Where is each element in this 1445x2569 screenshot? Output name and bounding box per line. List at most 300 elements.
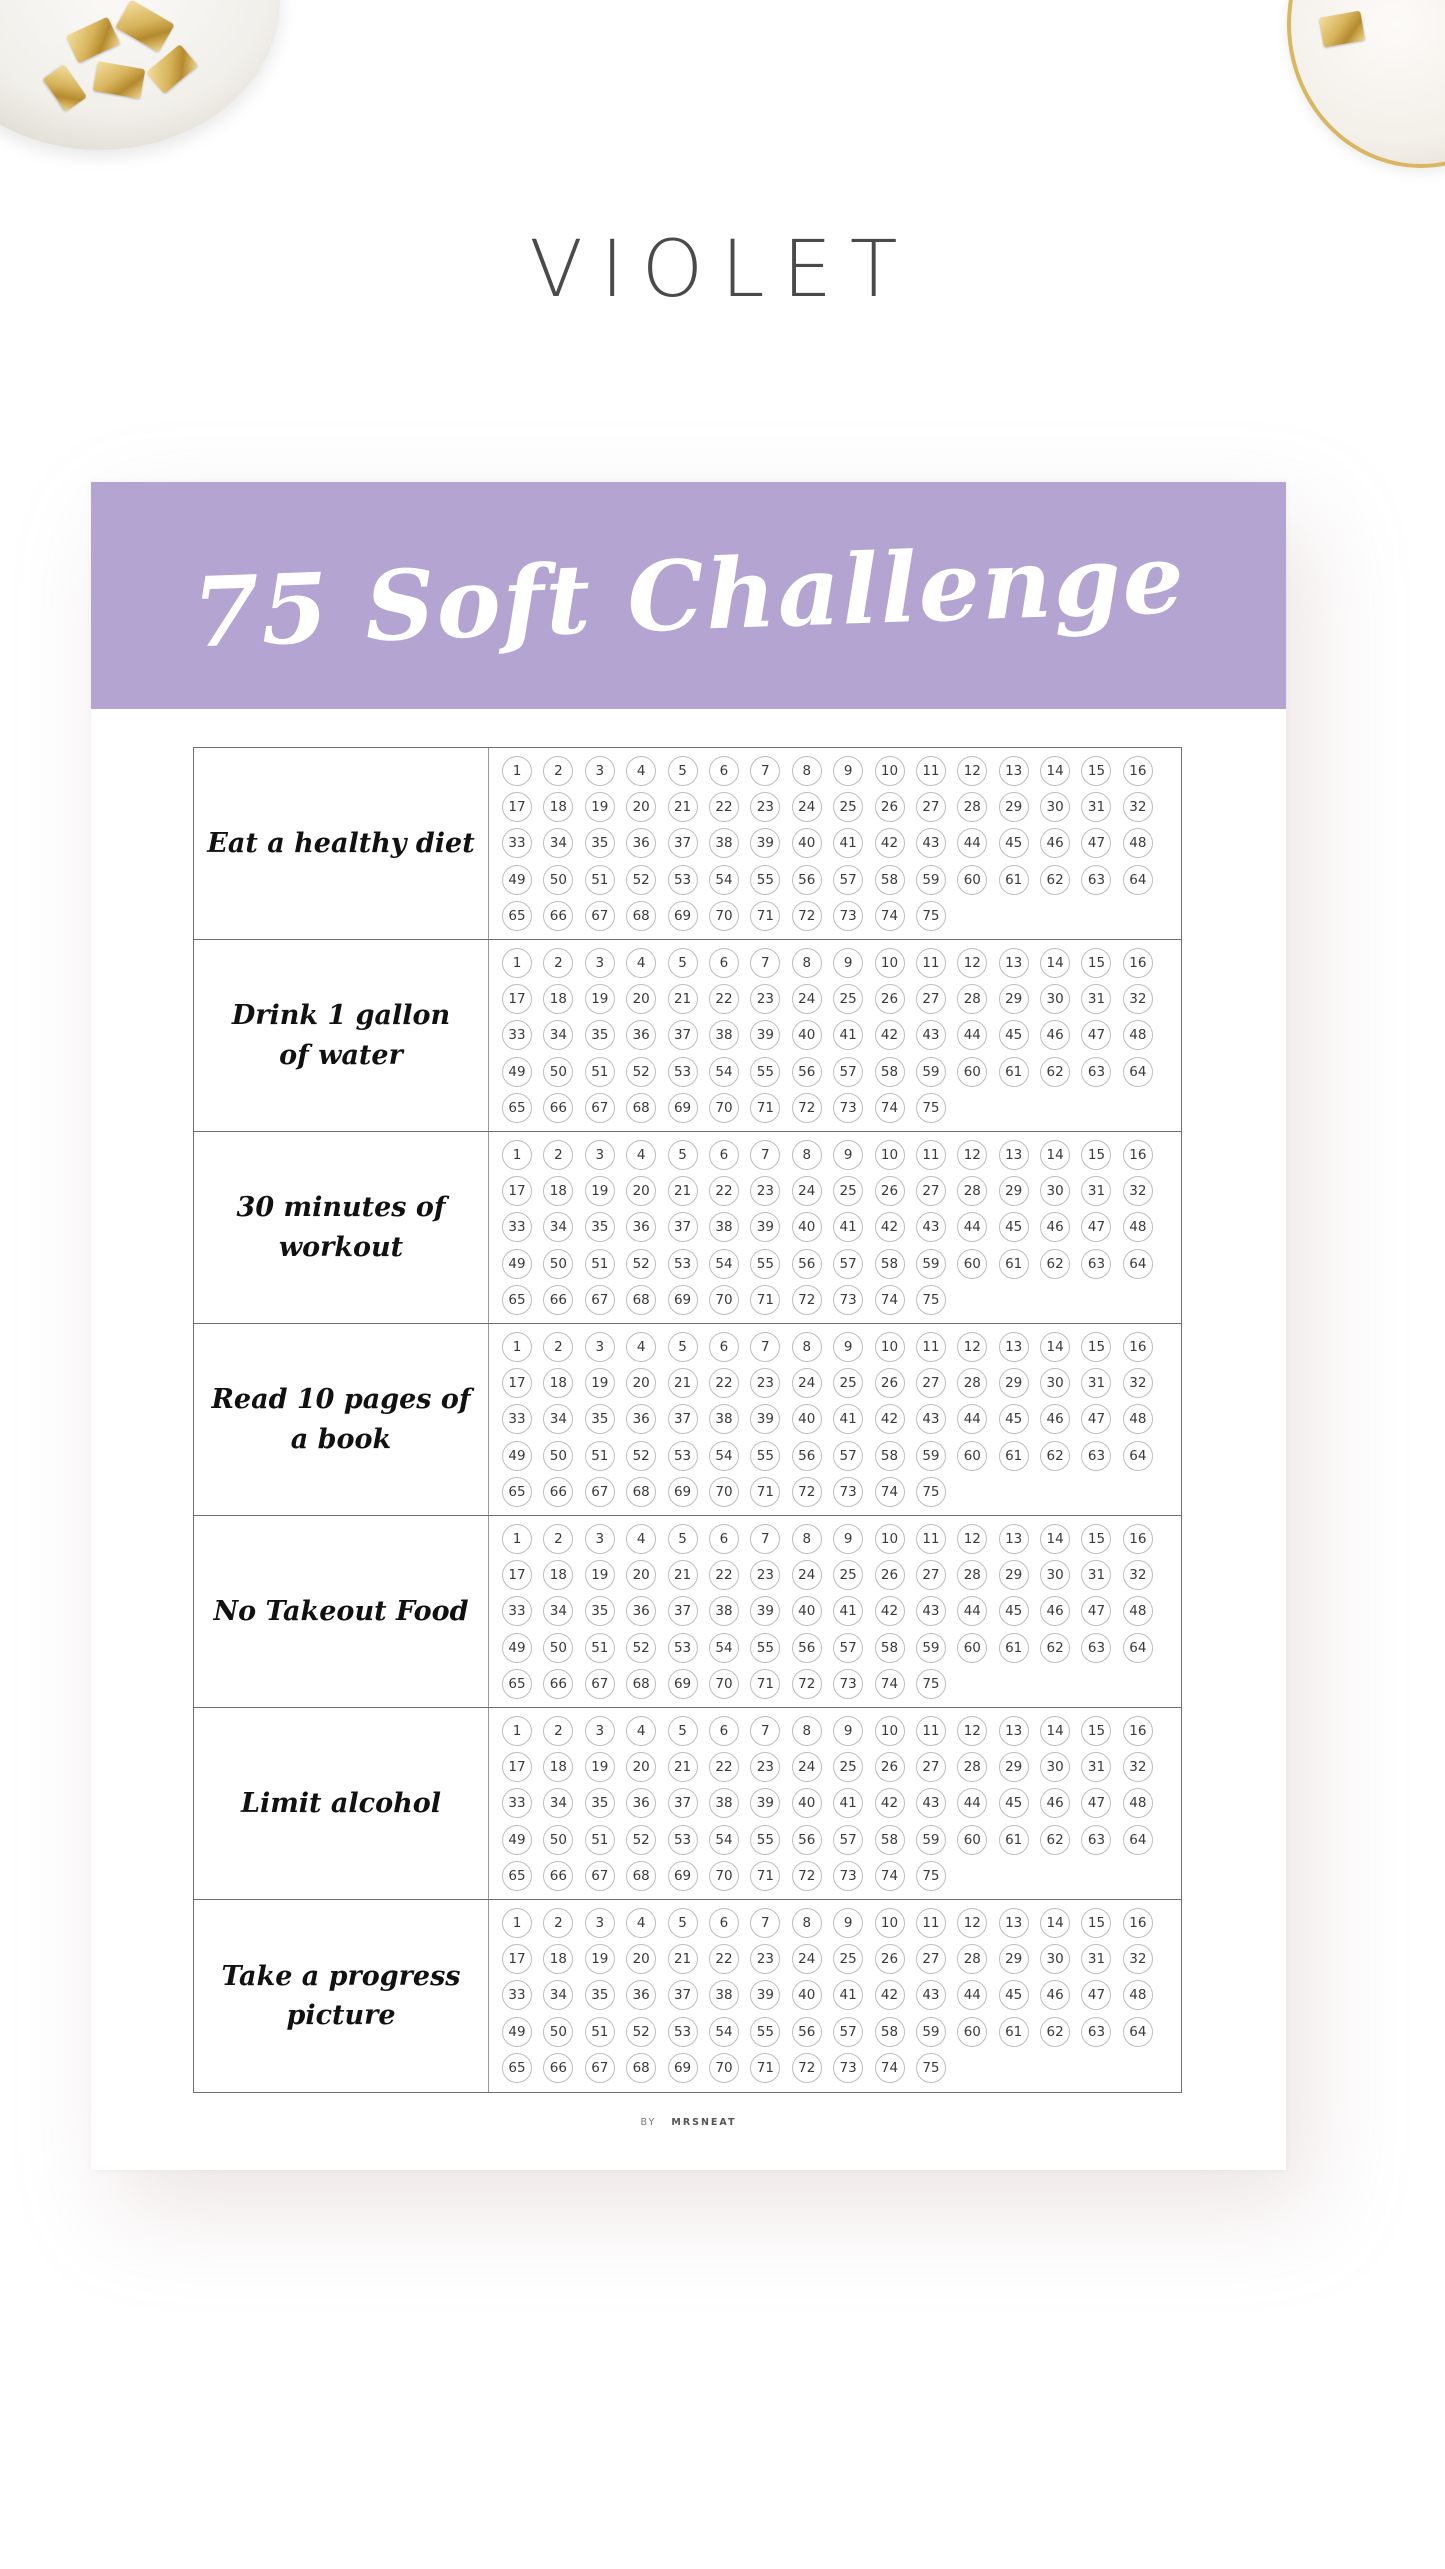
day-checkbox[interactable]: 49 (502, 865, 532, 895)
day-checkbox[interactable]: 2 (543, 1140, 573, 1170)
day-checkbox[interactable]: 58 (875, 865, 905, 895)
day-checkbox[interactable]: 56 (792, 865, 822, 895)
day-checkbox[interactable]: 69 (668, 1285, 698, 1315)
day-checkbox[interactable]: 50 (543, 2017, 573, 2047)
day-checkbox[interactable]: 13 (999, 756, 1029, 786)
day-checkbox[interactable]: 4 (626, 1140, 656, 1170)
day-checkbox[interactable]: 73 (833, 2053, 863, 2083)
day-checkbox[interactable]: 67 (585, 1477, 615, 1507)
day-checkbox[interactable]: 71 (750, 1861, 780, 1891)
day-checkbox[interactable]: 35 (585, 1212, 615, 1242)
day-checkbox[interactable]: 3 (585, 1140, 615, 1170)
day-checkbox[interactable]: 20 (626, 1560, 656, 1590)
day-checkbox[interactable]: 67 (585, 1093, 615, 1123)
day-checkbox[interactable]: 62 (1040, 865, 1070, 895)
day-checkbox[interactable]: 7 (750, 1332, 780, 1362)
day-checkbox[interactable]: 59 (916, 1441, 946, 1471)
day-checkbox[interactable]: 32 (1123, 1368, 1153, 1398)
day-checkbox[interactable]: 73 (833, 1477, 863, 1507)
day-checkbox[interactable]: 31 (1081, 984, 1111, 1014)
day-checkbox[interactable]: 14 (1040, 1524, 1070, 1554)
day-checkbox[interactable]: 68 (626, 1669, 656, 1699)
day-checkbox[interactable]: 57 (833, 2017, 863, 2047)
day-checkbox[interactable]: 75 (916, 1285, 946, 1315)
day-checkbox[interactable]: 42 (875, 828, 905, 858)
day-checkbox[interactable]: 66 (543, 1669, 573, 1699)
day-checkbox[interactable]: 69 (668, 1861, 698, 1891)
day-checkbox[interactable]: 57 (833, 865, 863, 895)
day-checkbox[interactable]: 46 (1040, 1788, 1070, 1818)
day-checkbox[interactable]: 69 (668, 2053, 698, 2083)
day-checkbox[interactable]: 47 (1081, 828, 1111, 858)
day-checkbox[interactable]: 48 (1123, 1404, 1153, 1434)
day-checkbox[interactable]: 47 (1081, 1404, 1111, 1434)
day-checkbox[interactable]: 9 (833, 1524, 863, 1554)
day-checkbox[interactable]: 57 (833, 1633, 863, 1663)
day-checkbox[interactable]: 2 (543, 948, 573, 978)
day-checkbox[interactable]: 63 (1081, 1441, 1111, 1471)
day-checkbox[interactable]: 39 (750, 828, 780, 858)
day-checkbox[interactable]: 66 (543, 1093, 573, 1123)
day-checkbox[interactable]: 55 (750, 1825, 780, 1855)
day-checkbox[interactable]: 74 (875, 901, 905, 931)
day-checkbox[interactable]: 18 (543, 1176, 573, 1206)
day-checkbox[interactable]: 62 (1040, 1825, 1070, 1855)
day-checkbox[interactable]: 38 (709, 1404, 739, 1434)
day-checkbox[interactable]: 48 (1123, 1020, 1153, 1050)
day-checkbox[interactable]: 42 (875, 1980, 905, 2010)
day-checkbox[interactable]: 25 (833, 1560, 863, 1590)
day-checkbox[interactable]: 59 (916, 2017, 946, 2047)
day-checkbox[interactable]: 16 (1123, 1140, 1153, 1170)
day-checkbox[interactable]: 63 (1081, 1633, 1111, 1663)
day-checkbox[interactable]: 12 (957, 756, 987, 786)
day-checkbox[interactable]: 32 (1123, 1176, 1153, 1206)
day-checkbox[interactable]: 70 (709, 1669, 739, 1699)
day-checkbox[interactable]: 53 (668, 2017, 698, 2047)
day-checkbox[interactable]: 67 (585, 1861, 615, 1891)
day-checkbox[interactable]: 14 (1040, 1332, 1070, 1362)
day-checkbox[interactable]: 30 (1040, 984, 1070, 1014)
day-checkbox[interactable]: 46 (1040, 1212, 1070, 1242)
day-checkbox[interactable]: 19 (585, 1752, 615, 1782)
day-checkbox[interactable]: 54 (709, 1249, 739, 1279)
day-checkbox[interactable]: 51 (585, 1825, 615, 1855)
day-checkbox[interactable]: 28 (957, 1944, 987, 1974)
day-checkbox[interactable]: 53 (668, 1249, 698, 1279)
day-checkbox[interactable]: 67 (585, 1669, 615, 1699)
day-checkbox[interactable]: 27 (916, 1560, 946, 1590)
day-checkbox[interactable]: 40 (792, 1404, 822, 1434)
day-checkbox[interactable]: 29 (999, 1560, 1029, 1590)
day-checkbox[interactable]: 72 (792, 1861, 822, 1891)
day-checkbox[interactable]: 37 (668, 1212, 698, 1242)
day-checkbox[interactable]: 48 (1123, 1788, 1153, 1818)
day-checkbox[interactable]: 68 (626, 1285, 656, 1315)
day-checkbox[interactable]: 29 (999, 1752, 1029, 1782)
day-checkbox[interactable]: 18 (543, 1944, 573, 1974)
day-checkbox[interactable]: 45 (999, 1788, 1029, 1818)
day-checkbox[interactable]: 58 (875, 2017, 905, 2047)
day-checkbox[interactable]: 72 (792, 1285, 822, 1315)
day-checkbox[interactable]: 23 (750, 1560, 780, 1590)
day-checkbox[interactable]: 43 (916, 1596, 946, 1626)
day-checkbox[interactable]: 29 (999, 1176, 1029, 1206)
day-checkbox[interactable]: 42 (875, 1212, 905, 1242)
day-checkbox[interactable]: 38 (709, 1020, 739, 1050)
day-checkbox[interactable]: 61 (999, 2017, 1029, 2047)
day-checkbox[interactable]: 44 (957, 1020, 987, 1050)
day-checkbox[interactable]: 20 (626, 984, 656, 1014)
day-checkbox[interactable]: 73 (833, 1285, 863, 1315)
day-checkbox[interactable]: 7 (750, 1908, 780, 1938)
day-checkbox[interactable]: 15 (1081, 1524, 1111, 1554)
day-checkbox[interactable]: 69 (668, 1477, 698, 1507)
day-checkbox[interactable]: 26 (875, 1752, 905, 1782)
day-checkbox[interactable]: 28 (957, 984, 987, 1014)
day-checkbox[interactable]: 49 (502, 1825, 532, 1855)
day-checkbox[interactable]: 22 (709, 1368, 739, 1398)
day-checkbox[interactable]: 42 (875, 1596, 905, 1626)
day-checkbox[interactable]: 15 (1081, 948, 1111, 978)
day-checkbox[interactable]: 17 (502, 1368, 532, 1398)
day-checkbox[interactable]: 52 (626, 1825, 656, 1855)
day-checkbox[interactable]: 59 (916, 1057, 946, 1087)
day-checkbox[interactable]: 25 (833, 1176, 863, 1206)
day-checkbox[interactable]: 24 (792, 984, 822, 1014)
day-checkbox[interactable]: 20 (626, 1752, 656, 1782)
day-checkbox[interactable]: 45 (999, 1980, 1029, 2010)
day-checkbox[interactable]: 25 (833, 984, 863, 1014)
day-checkbox[interactable]: 12 (957, 1908, 987, 1938)
day-checkbox[interactable]: 11 (916, 1332, 946, 1362)
day-checkbox[interactable]: 41 (833, 1212, 863, 1242)
day-checkbox[interactable]: 64 (1123, 2017, 1153, 2047)
day-checkbox[interactable]: 27 (916, 1176, 946, 1206)
day-checkbox[interactable]: 54 (709, 1441, 739, 1471)
day-checkbox[interactable]: 75 (916, 2053, 946, 2083)
day-checkbox[interactable]: 69 (668, 1093, 698, 1123)
day-checkbox[interactable]: 25 (833, 792, 863, 822)
day-checkbox[interactable]: 12 (957, 1332, 987, 1362)
day-checkbox[interactable]: 46 (1040, 1980, 1070, 2010)
day-checkbox[interactable]: 43 (916, 1020, 946, 1050)
day-checkbox[interactable]: 23 (750, 1176, 780, 1206)
day-checkbox[interactable]: 9 (833, 1140, 863, 1170)
day-checkbox[interactable]: 40 (792, 1020, 822, 1050)
day-checkbox[interactable]: 27 (916, 1944, 946, 1974)
day-checkbox[interactable]: 41 (833, 1020, 863, 1050)
day-checkbox[interactable]: 47 (1081, 1020, 1111, 1050)
day-checkbox[interactable]: 70 (709, 1093, 739, 1123)
day-checkbox[interactable]: 9 (833, 1908, 863, 1938)
day-checkbox[interactable]: 23 (750, 792, 780, 822)
day-checkbox[interactable]: 57 (833, 1249, 863, 1279)
day-checkbox[interactable]: 10 (875, 1140, 905, 1170)
day-checkbox[interactable]: 52 (626, 865, 656, 895)
day-checkbox[interactable]: 19 (585, 792, 615, 822)
day-checkbox[interactable]: 22 (709, 1752, 739, 1782)
day-checkbox[interactable]: 52 (626, 1441, 656, 1471)
day-checkbox[interactable]: 14 (1040, 1716, 1070, 1746)
day-checkbox[interactable]: 65 (502, 2053, 532, 2083)
day-checkbox[interactable]: 40 (792, 1596, 822, 1626)
day-checkbox[interactable]: 65 (502, 1285, 532, 1315)
day-checkbox[interactable]: 42 (875, 1020, 905, 1050)
day-checkbox[interactable]: 39 (750, 1020, 780, 1050)
day-checkbox[interactable]: 6 (709, 948, 739, 978)
day-checkbox[interactable]: 56 (792, 2017, 822, 2047)
day-checkbox[interactable]: 20 (626, 1944, 656, 1974)
day-checkbox[interactable]: 1 (502, 1332, 532, 1362)
day-checkbox[interactable]: 49 (502, 1249, 532, 1279)
day-checkbox[interactable]: 19 (585, 1944, 615, 1974)
day-checkbox[interactable]: 14 (1040, 1908, 1070, 1938)
day-checkbox[interactable]: 59 (916, 1249, 946, 1279)
day-checkbox[interactable]: 10 (875, 1332, 905, 1362)
day-checkbox[interactable]: 41 (833, 1980, 863, 2010)
day-checkbox[interactable]: 10 (875, 1716, 905, 1746)
day-checkbox[interactable]: 40 (792, 1980, 822, 2010)
day-checkbox[interactable]: 64 (1123, 1633, 1153, 1663)
day-checkbox[interactable]: 24 (792, 1560, 822, 1590)
day-checkbox[interactable]: 45 (999, 1596, 1029, 1626)
day-checkbox[interactable]: 53 (668, 1057, 698, 1087)
day-checkbox[interactable]: 7 (750, 1716, 780, 1746)
day-checkbox[interactable]: 74 (875, 1285, 905, 1315)
day-checkbox[interactable]: 7 (750, 1140, 780, 1170)
day-checkbox[interactable]: 39 (750, 1404, 780, 1434)
day-checkbox[interactable]: 13 (999, 1716, 1029, 1746)
day-checkbox[interactable]: 5 (668, 1524, 698, 1554)
day-checkbox[interactable]: 71 (750, 1477, 780, 1507)
day-checkbox[interactable]: 55 (750, 1633, 780, 1663)
day-checkbox[interactable]: 3 (585, 1716, 615, 1746)
day-checkbox[interactable]: 74 (875, 1861, 905, 1891)
day-checkbox[interactable]: 33 (502, 1404, 532, 1434)
day-checkbox[interactable]: 44 (957, 1596, 987, 1626)
day-checkbox[interactable]: 72 (792, 1093, 822, 1123)
day-checkbox[interactable]: 18 (543, 1752, 573, 1782)
day-checkbox[interactable]: 68 (626, 901, 656, 931)
day-checkbox[interactable]: 2 (543, 1716, 573, 1746)
day-checkbox[interactable]: 23 (750, 1752, 780, 1782)
day-checkbox[interactable]: 61 (999, 1249, 1029, 1279)
day-checkbox[interactable]: 70 (709, 2053, 739, 2083)
day-checkbox[interactable]: 21 (668, 792, 698, 822)
day-checkbox[interactable]: 5 (668, 1332, 698, 1362)
day-checkbox[interactable]: 34 (543, 1980, 573, 2010)
day-checkbox[interactable]: 58 (875, 1249, 905, 1279)
day-checkbox[interactable]: 53 (668, 1633, 698, 1663)
day-checkbox[interactable]: 13 (999, 1332, 1029, 1362)
day-checkbox[interactable]: 60 (957, 1057, 987, 1087)
day-checkbox[interactable]: 18 (543, 984, 573, 1014)
day-checkbox[interactable]: 7 (750, 1524, 780, 1554)
day-checkbox[interactable]: 49 (502, 2017, 532, 2047)
day-checkbox[interactable]: 61 (999, 1441, 1029, 1471)
day-checkbox[interactable]: 74 (875, 1093, 905, 1123)
day-checkbox[interactable]: 41 (833, 1404, 863, 1434)
day-checkbox[interactable]: 16 (1123, 1524, 1153, 1554)
day-checkbox[interactable]: 73 (833, 1861, 863, 1891)
day-checkbox[interactable]: 70 (709, 1285, 739, 1315)
day-checkbox[interactable]: 25 (833, 1752, 863, 1782)
day-checkbox[interactable]: 8 (792, 948, 822, 978)
day-checkbox[interactable]: 55 (750, 2017, 780, 2047)
day-checkbox[interactable]: 66 (543, 1477, 573, 1507)
day-checkbox[interactable]: 11 (916, 756, 946, 786)
day-checkbox[interactable]: 5 (668, 1140, 698, 1170)
day-checkbox[interactable]: 8 (792, 1332, 822, 1362)
day-checkbox[interactable]: 17 (502, 1176, 532, 1206)
day-checkbox[interactable]: 21 (668, 984, 698, 1014)
day-checkbox[interactable]: 62 (1040, 1249, 1070, 1279)
day-checkbox[interactable]: 36 (626, 1788, 656, 1818)
day-checkbox[interactable]: 33 (502, 1596, 532, 1626)
day-checkbox[interactable]: 32 (1123, 1752, 1153, 1782)
day-checkbox[interactable]: 37 (668, 1980, 698, 2010)
day-checkbox[interactable]: 63 (1081, 865, 1111, 895)
day-checkbox[interactable]: 33 (502, 828, 532, 858)
day-checkbox[interactable]: 53 (668, 865, 698, 895)
day-checkbox[interactable]: 61 (999, 865, 1029, 895)
day-checkbox[interactable]: 20 (626, 792, 656, 822)
day-checkbox[interactable]: 13 (999, 948, 1029, 978)
day-checkbox[interactable]: 28 (957, 1560, 987, 1590)
day-checkbox[interactable]: 4 (626, 948, 656, 978)
day-checkbox[interactable]: 65 (502, 1093, 532, 1123)
day-checkbox[interactable]: 35 (585, 1404, 615, 1434)
day-checkbox[interactable]: 30 (1040, 1176, 1070, 1206)
day-checkbox[interactable]: 34 (543, 828, 573, 858)
day-checkbox[interactable]: 31 (1081, 1752, 1111, 1782)
day-checkbox[interactable]: 30 (1040, 1368, 1070, 1398)
day-checkbox[interactable]: 57 (833, 1441, 863, 1471)
day-checkbox[interactable]: 46 (1040, 1020, 1070, 1050)
day-checkbox[interactable]: 54 (709, 1633, 739, 1663)
day-checkbox[interactable]: 49 (502, 1633, 532, 1663)
day-checkbox[interactable]: 39 (750, 1980, 780, 2010)
day-checkbox[interactable]: 23 (750, 1368, 780, 1398)
day-checkbox[interactable]: 36 (626, 1212, 656, 1242)
day-checkbox[interactable]: 25 (833, 1368, 863, 1398)
day-checkbox[interactable]: 64 (1123, 1057, 1153, 1087)
day-checkbox[interactable]: 9 (833, 756, 863, 786)
day-checkbox[interactable]: 65 (502, 1861, 532, 1891)
day-checkbox[interactable]: 55 (750, 865, 780, 895)
day-checkbox[interactable]: 42 (875, 1788, 905, 1818)
day-checkbox[interactable]: 64 (1123, 1249, 1153, 1279)
day-checkbox[interactable]: 46 (1040, 1404, 1070, 1434)
day-checkbox[interactable]: 31 (1081, 1944, 1111, 1974)
day-checkbox[interactable]: 43 (916, 1212, 946, 1242)
day-checkbox[interactable]: 15 (1081, 1716, 1111, 1746)
day-checkbox[interactable]: 14 (1040, 948, 1070, 978)
day-checkbox[interactable]: 21 (668, 1944, 698, 1974)
day-checkbox[interactable]: 48 (1123, 1596, 1153, 1626)
day-checkbox[interactable]: 13 (999, 1524, 1029, 1554)
day-checkbox[interactable]: 36 (626, 1020, 656, 1050)
day-checkbox[interactable]: 35 (585, 828, 615, 858)
day-checkbox[interactable]: 10 (875, 948, 905, 978)
day-checkbox[interactable]: 35 (585, 1020, 615, 1050)
day-checkbox[interactable]: 69 (668, 1669, 698, 1699)
day-checkbox[interactable]: 55 (750, 1249, 780, 1279)
day-checkbox[interactable]: 24 (792, 1944, 822, 1974)
day-checkbox[interactable]: 19 (585, 1368, 615, 1398)
day-checkbox[interactable]: 55 (750, 1441, 780, 1471)
day-checkbox[interactable]: 37 (668, 828, 698, 858)
day-checkbox[interactable]: 1 (502, 1716, 532, 1746)
day-checkbox[interactable]: 16 (1123, 1716, 1153, 1746)
day-checkbox[interactable]: 65 (502, 901, 532, 931)
day-checkbox[interactable]: 8 (792, 1716, 822, 1746)
day-checkbox[interactable]: 64 (1123, 865, 1153, 895)
day-checkbox[interactable]: 6 (709, 1140, 739, 1170)
day-checkbox[interactable]: 4 (626, 1908, 656, 1938)
day-checkbox[interactable]: 27 (916, 1368, 946, 1398)
day-checkbox[interactable]: 37 (668, 1596, 698, 1626)
day-checkbox[interactable]: 51 (585, 865, 615, 895)
day-checkbox[interactable]: 31 (1081, 1368, 1111, 1398)
day-checkbox[interactable]: 62 (1040, 1633, 1070, 1663)
day-checkbox[interactable]: 26 (875, 984, 905, 1014)
day-checkbox[interactable]: 72 (792, 1477, 822, 1507)
day-checkbox[interactable]: 39 (750, 1596, 780, 1626)
day-checkbox[interactable]: 50 (543, 1057, 573, 1087)
day-checkbox[interactable]: 15 (1081, 756, 1111, 786)
day-checkbox[interactable]: 38 (709, 1212, 739, 1242)
day-checkbox[interactable]: 2 (543, 756, 573, 786)
day-checkbox[interactable]: 12 (957, 1716, 987, 1746)
day-checkbox[interactable]: 66 (543, 2053, 573, 2083)
day-checkbox[interactable]: 48 (1123, 1212, 1153, 1242)
day-checkbox[interactable]: 11 (916, 1716, 946, 1746)
day-checkbox[interactable]: 15 (1081, 1332, 1111, 1362)
day-checkbox[interactable]: 70 (709, 1861, 739, 1891)
day-checkbox[interactable]: 58 (875, 1825, 905, 1855)
day-checkbox[interactable]: 66 (543, 901, 573, 931)
day-checkbox[interactable]: 26 (875, 1560, 905, 1590)
day-checkbox[interactable]: 75 (916, 1477, 946, 1507)
day-checkbox[interactable]: 36 (626, 1980, 656, 2010)
day-checkbox[interactable]: 58 (875, 1057, 905, 1087)
day-checkbox[interactable]: 33 (502, 1212, 532, 1242)
day-checkbox[interactable]: 72 (792, 901, 822, 931)
day-checkbox[interactable]: 41 (833, 1596, 863, 1626)
day-checkbox[interactable]: 63 (1081, 1249, 1111, 1279)
day-checkbox[interactable]: 40 (792, 1788, 822, 1818)
day-checkbox[interactable]: 24 (792, 792, 822, 822)
day-checkbox[interactable]: 16 (1123, 1908, 1153, 1938)
day-checkbox[interactable]: 17 (502, 1944, 532, 1974)
day-checkbox[interactable]: 45 (999, 828, 1029, 858)
day-checkbox[interactable]: 49 (502, 1441, 532, 1471)
day-checkbox[interactable]: 59 (916, 865, 946, 895)
day-checkbox[interactable]: 21 (668, 1752, 698, 1782)
day-checkbox[interactable]: 49 (502, 1057, 532, 1087)
day-checkbox[interactable]: 32 (1123, 984, 1153, 1014)
day-checkbox[interactable]: 36 (626, 1596, 656, 1626)
day-checkbox[interactable]: 50 (543, 1825, 573, 1855)
day-checkbox[interactable]: 74 (875, 1669, 905, 1699)
day-checkbox[interactable]: 28 (957, 792, 987, 822)
day-checkbox[interactable]: 8 (792, 1908, 822, 1938)
day-checkbox[interactable]: 25 (833, 1944, 863, 1974)
day-checkbox[interactable]: 36 (626, 828, 656, 858)
day-checkbox[interactable]: 17 (502, 984, 532, 1014)
